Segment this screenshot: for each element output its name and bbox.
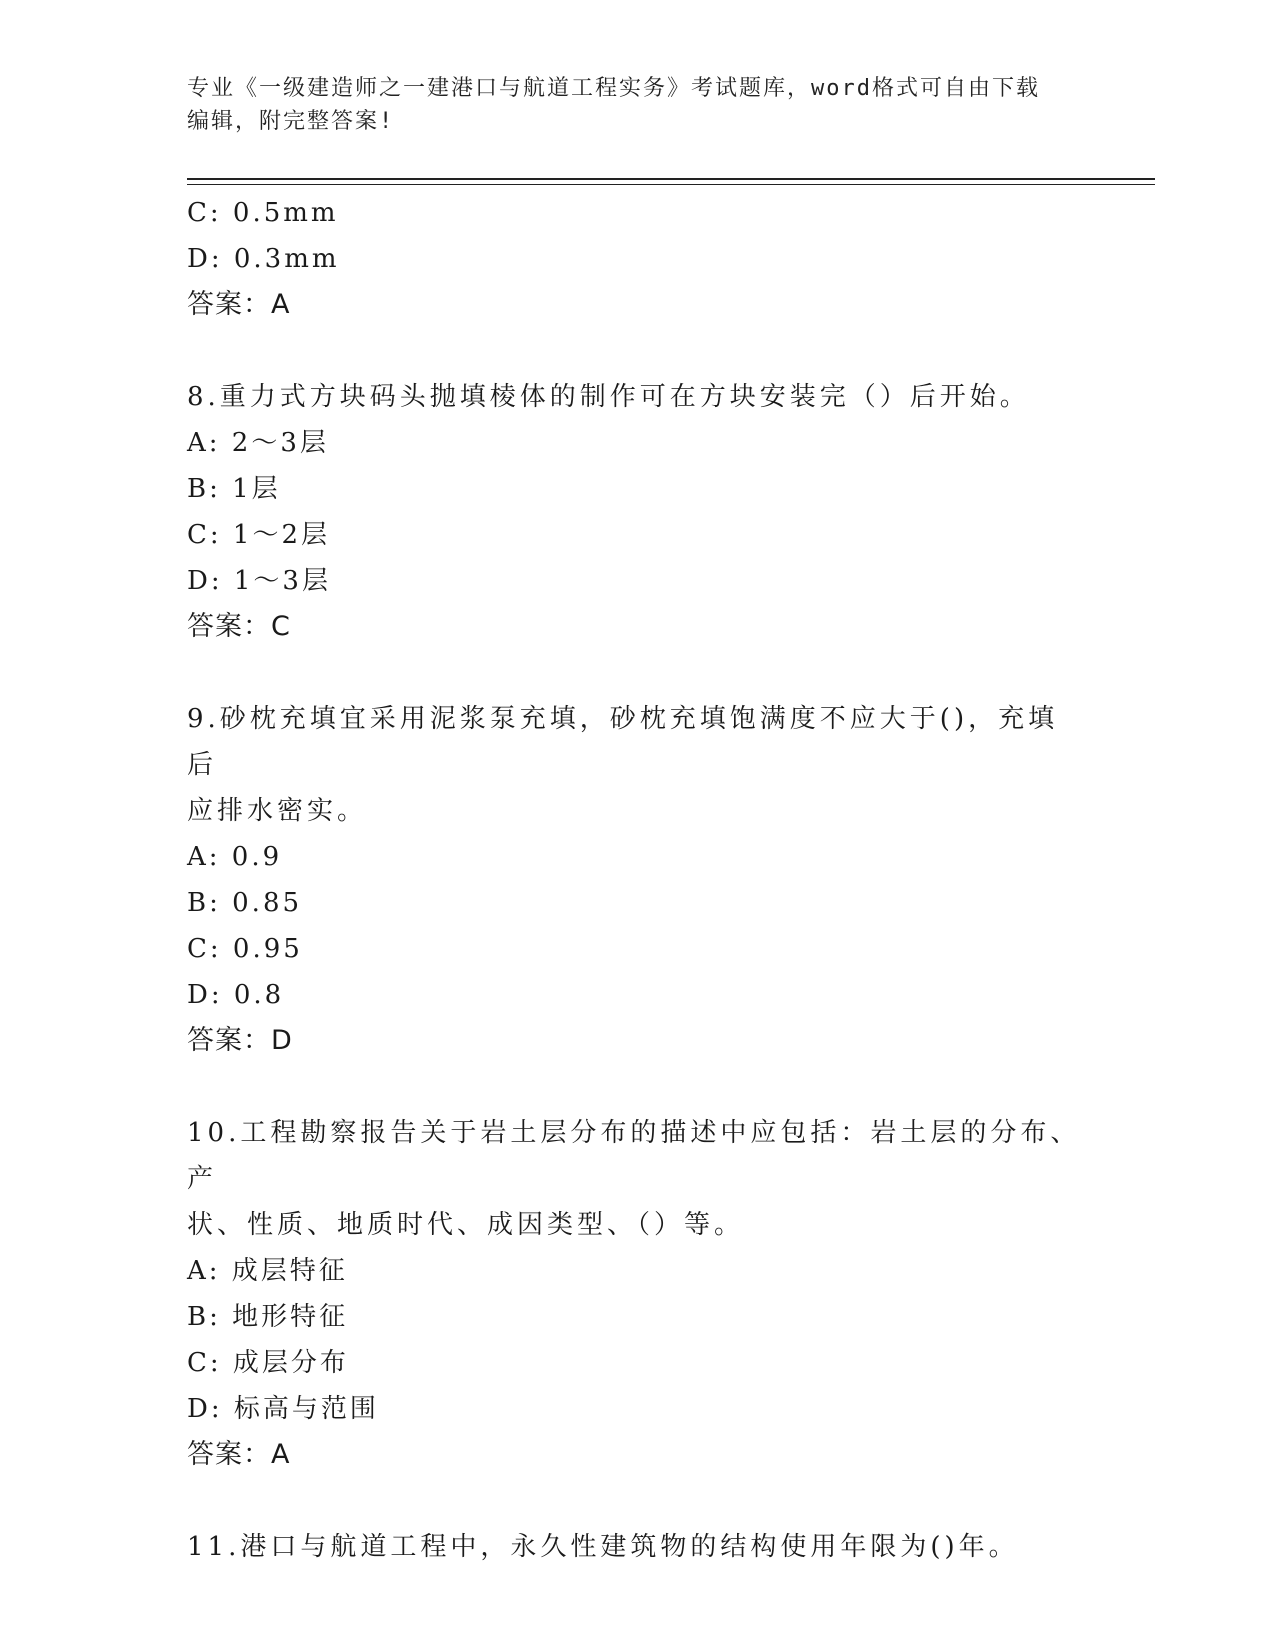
answer-line: 答案：A (187, 1439, 291, 1470)
question-block-9 (187, 696, 1087, 1064)
question-block-10 (187, 1110, 1087, 1478)
option-a: A: 2～3层 (187, 428, 329, 458)
question-stem: 10.工程勘察报告关于岩土层分布的描述中应包括：岩土层的分布、产 (187, 1118, 1081, 1194)
option-a: A: 0.9 (187, 842, 283, 872)
option-d: D: 1～3层 (187, 566, 331, 596)
answer-line: 答案：A (187, 289, 291, 320)
option-b: B: 0.85 (187, 888, 303, 918)
option-a: A: 成层特征 (187, 1256, 348, 1286)
header-rule-thin (187, 184, 1155, 185)
header-line-2: 编辑，附完整答案! (187, 109, 395, 134)
option-c: C: 0.5mm (187, 198, 339, 228)
question-stem-continued: 应排水密实。 (187, 796, 368, 826)
question-stem: 8.重力式方块码头抛填棱体的制作可在方块安装完（）后开始。 (187, 382, 1030, 412)
option-d: D: 0.3mm (187, 244, 340, 274)
question-stem-continued: 状、性质、地质时代、成因类型、（）等。 (187, 1210, 745, 1240)
question-block-8 (187, 374, 1087, 650)
question-list (187, 190, 1087, 1570)
answer-line: 答案：C (187, 611, 291, 642)
question-block-7 (187, 190, 1087, 328)
header-rule-thick (187, 178, 1155, 180)
option-c: C: 1～2层 (187, 520, 331, 550)
option-c: C: 成层分布 (187, 1348, 349, 1378)
option-c: C: 0.95 (187, 934, 303, 964)
document-header (187, 72, 1087, 138)
option-b: B: 1层 (187, 474, 281, 504)
option-d: D: 0.8 (187, 980, 285, 1010)
question-block-11 (187, 1524, 1087, 1570)
option-d: D: 标高与范围 (187, 1394, 379, 1424)
question-stem: 11.港口与航道工程中，永久性建筑物的结构使用年限为()年。 (187, 1532, 1019, 1562)
header-line-1: 专业《一级建造师之一建港口与航道工程实务》考试题库，word格式可自由下载 (187, 76, 1040, 101)
answer-line: 答案：D (187, 1025, 293, 1056)
question-stem: 9.砂枕充填宜采用泥浆泵充填，砂枕充填饱满度不应大于()，充填后 (187, 704, 1059, 780)
option-b: B: 地形特征 (187, 1302, 349, 1332)
